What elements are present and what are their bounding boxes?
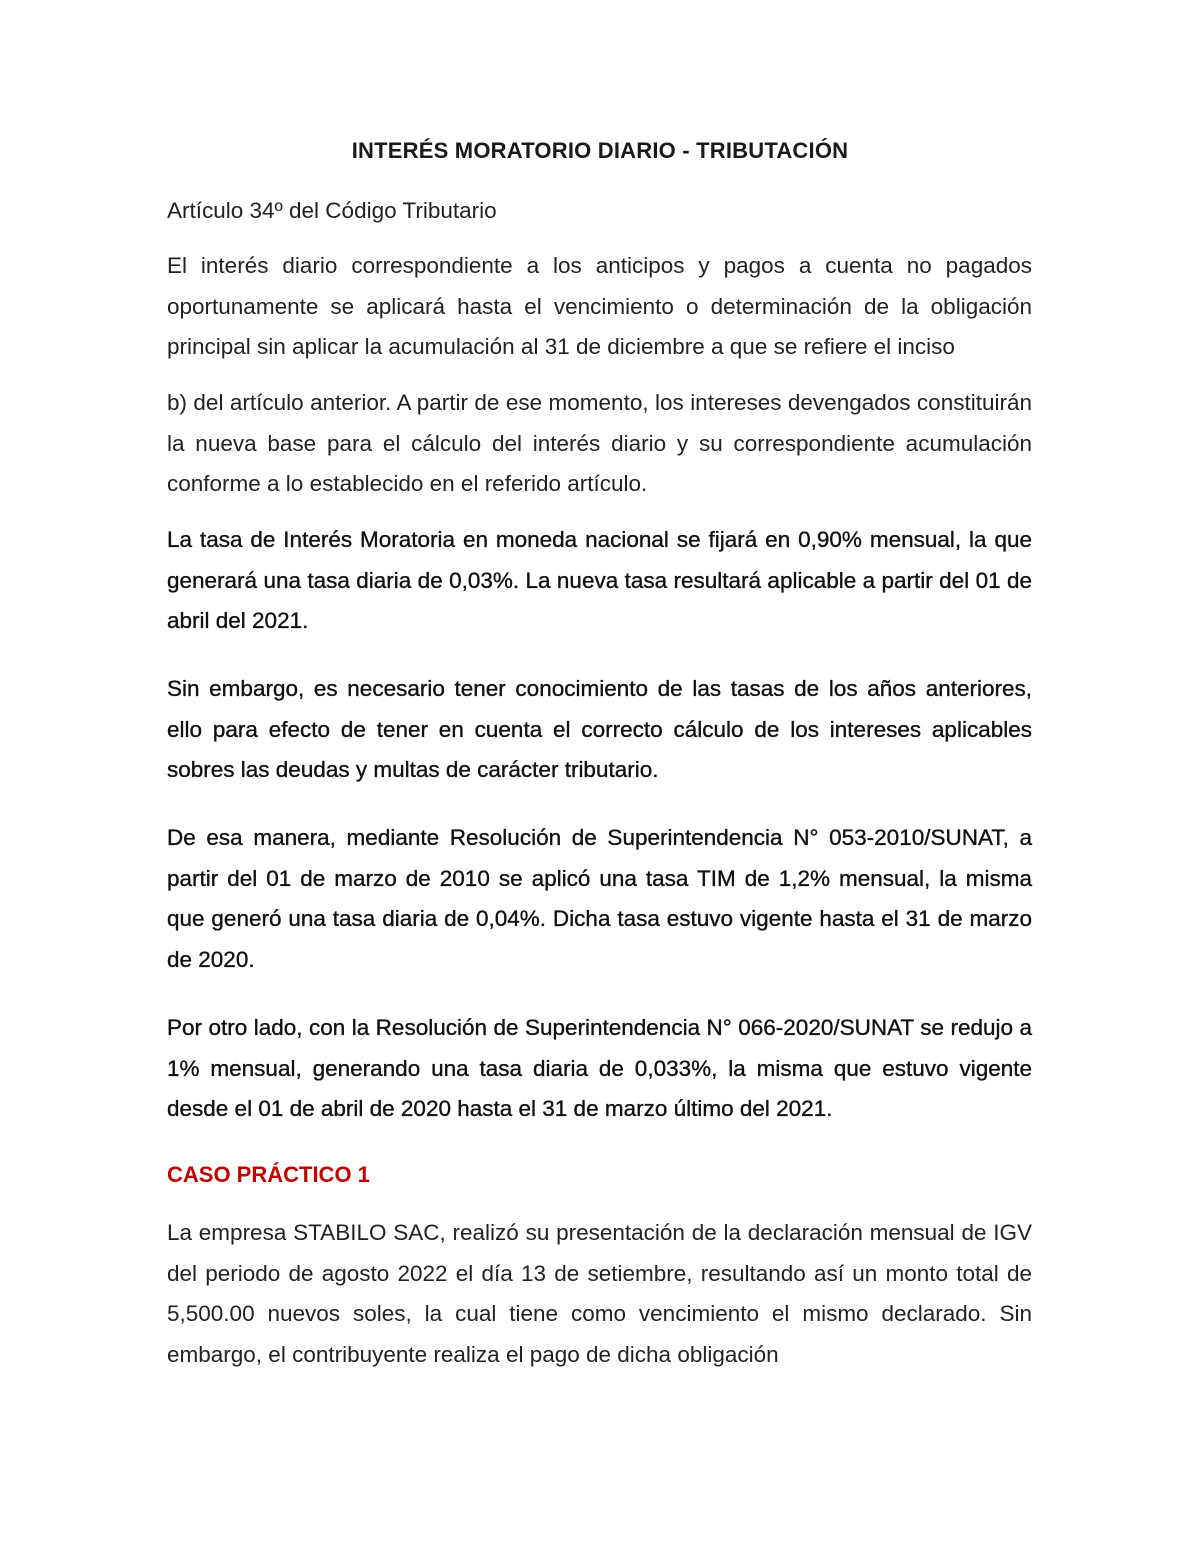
case-study-heading: CASO PRÁCTICO 1 xyxy=(167,1162,370,1187)
document-title: INTERÉS MORATORIO DIARIO - TRIBUTACIÓN xyxy=(351,138,849,163)
paragraph-previous-rates: Sin embargo, es necesario tener conocimiento de las tasas de los años anteriores, ello para efecto de tener en cuenta el correcto cálculo de los intereses aplicables sobres las deudas y multas de carácter tributario. xyxy=(167,676,1032,782)
paragraph-current-rate: La tasa de Interés Moratoria en moneda nacional se fijará en 0,90% mensual, la que generará una tasa diaria de 0,03%. La nueva tasa resultará aplicable a partir del 01 de abril del 2021. xyxy=(167,527,1032,633)
article-reference: Artículo 34º del Código Tributario xyxy=(167,198,497,223)
case-study-paragraph: La empresa STABILO SAC, realizó su presentación de la declaración mensual de IGV del periodo de agosto 2022 el día 13 de setiembre, resultando así un monto total de 5,500.00 nuevos soles, la cual tiene como vencimiento el mismo declarado. Sin embargo, el contribuyente realiza el pago de dicha obligación xyxy=(167,1220,1032,1367)
paragraph-article-text-2: b) del artículo anterior. A partir de ese momento, los intereses devengados constituirán la nueva base para el cálculo del interés diario y su correspondiente acumulación conforme a lo establecido en el referido artículo. xyxy=(167,390,1032,496)
paragraph-resolution-066: Por otro lado, con la Resolución de Superintendencia N° 066-2020/SUNAT se redujo a 1% mensual, generando una tasa diaria de 0,033%, la misma que estuvo vigente desde el 01 de abril de 2020 hasta el 31 de marzo último del 2021. xyxy=(167,1015,1032,1121)
paragraph-resolution-053: De esa manera, mediante Resolución de Superintendencia N° 053-2010/SUNAT, a partir del 01 de marzo de 2010 se aplicó una tasa TIM de 1,2% mensual, la misma que generó una tasa diaria de 0,04%. Dicha tasa estuvo vigente hasta el 31 de marzo de 2020. xyxy=(167,825,1032,972)
paragraph-article-text-1: El interés diario correspondiente a los anticipos y pagos a cuenta no pagados oportunamente se aplicará hasta el vencimiento o determinación de la obligación principal sin aplicar la acumulación al 31 de diciembre a que se refiere el inciso xyxy=(167,253,1032,359)
